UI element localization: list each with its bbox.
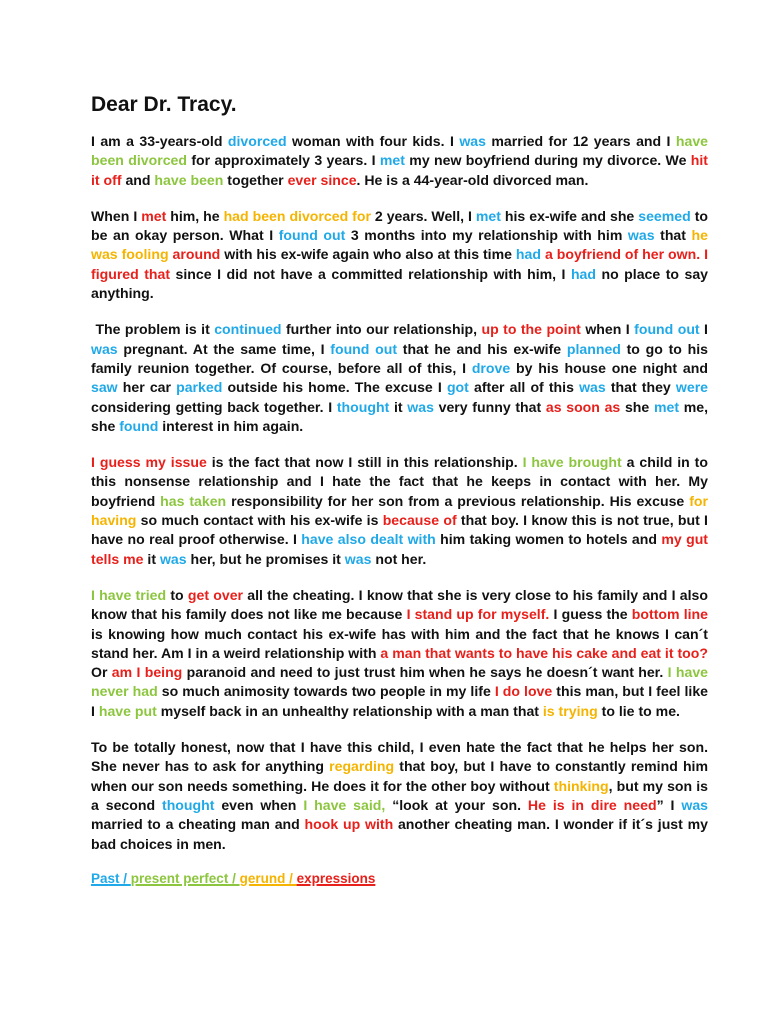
highlighted-phrase: thinking xyxy=(553,777,609,794)
text-segment: no place to say anything. xyxy=(91,265,712,302)
highlighted-phrase: I guess my issue xyxy=(91,454,207,471)
highlighted-phrase: I have never had xyxy=(91,664,712,700)
text-segment: my new boyfriend during my divorce. We xyxy=(404,152,691,169)
text-segment: is the fact that now I still in this relationship. xyxy=(206,454,523,471)
text-segment: that they xyxy=(605,379,676,396)
text-segment: it xyxy=(143,550,160,567)
letter-paragraph xyxy=(91,453,712,569)
text-segment: his ex-wife and she xyxy=(500,207,639,224)
legend-gerund: gerund / xyxy=(239,870,297,886)
text-segment: to go to his family reunion together. Of course, before all of this, I xyxy=(91,340,712,376)
highlighted-phrase: a boyfriend of her own. I figured that xyxy=(91,246,712,282)
letter-paragraph xyxy=(91,586,712,721)
text-segment: to lie to me. xyxy=(597,702,680,719)
text-segment: not her. xyxy=(371,550,427,567)
legend-expressions: expressions xyxy=(296,870,376,886)
letter-paragraph xyxy=(91,320,712,436)
text-segment: outside his home. The excuse I xyxy=(222,379,447,396)
highlighted-phrase: a man that wants to have his cake and eat it too? xyxy=(380,644,708,661)
text-segment: a child in to this nonsense relationship and I hate the fact that he keeps in contact with her. My boyfriend xyxy=(91,454,712,509)
text-segment: that boy, but I have to constantly remind him when our son needs something. He does it for the other boy without xyxy=(91,758,712,794)
text-segment: is knowing how much contact his ex-wife has with him and the fact that he knows I can´t stand her. Am I in a weird relationship with xyxy=(91,606,712,661)
highlighted-phrase: seemed xyxy=(638,207,691,224)
highlighted-phrase: was xyxy=(91,340,118,357)
highlighted-phrase: hook up with xyxy=(304,816,394,833)
text-segment: , but my son is a second xyxy=(91,777,712,813)
letter-paragraph xyxy=(91,738,712,854)
highlighted-phrase: met xyxy=(475,207,501,224)
highlighted-phrase: I have brought xyxy=(522,454,622,471)
text-segment: when I xyxy=(580,321,635,338)
letter-title: Dear Dr. Tracy. xyxy=(91,93,237,116)
text-segment: I guess the xyxy=(549,606,632,623)
highlighted-phrase: met xyxy=(653,398,680,415)
text-segment: “look at your son. xyxy=(385,796,528,813)
text-segment: I am a 33-years-old xyxy=(91,133,228,149)
highlighted-phrase: around xyxy=(172,246,221,263)
letter-paragraph xyxy=(91,207,712,303)
highlighted-phrase: was xyxy=(407,398,434,415)
text-segment: that boy. I know this is not true, but I have no real proof otherwise. I xyxy=(91,512,712,548)
text-segment: her car xyxy=(117,379,177,396)
letter-paragraph xyxy=(91,132,712,190)
highlighted-phrase: have put xyxy=(98,702,157,719)
highlighted-phrase: as soon as xyxy=(545,398,621,415)
highlighted-phrase: parked xyxy=(176,379,223,396)
text-segment: 2 years. Well, I xyxy=(370,207,476,224)
highlighted-phrase: saw xyxy=(91,379,118,396)
letter-body xyxy=(91,132,712,854)
text-segment: interest in him again. xyxy=(158,417,304,434)
text-segment: me, she xyxy=(91,398,712,434)
text-segment: since I did not have a committed relationship with him, I xyxy=(170,265,571,282)
highlighted-phrase: bottom line xyxy=(631,606,708,623)
highlighted-phrase: found out xyxy=(634,321,700,338)
text-segment: woman with four kids. I xyxy=(286,133,460,149)
text-segment: myself back in an unhealthy relationship with a man that xyxy=(156,702,543,719)
text-segment: together xyxy=(223,171,288,188)
highlighted-phrase: have been xyxy=(154,171,224,188)
text-segment: it xyxy=(389,398,408,415)
text-segment: she xyxy=(620,398,654,415)
text-segment: him taking women to hotels and xyxy=(435,531,662,548)
highlighted-phrase: was xyxy=(681,796,708,813)
text-segment: after all of this xyxy=(468,379,580,396)
highlighted-phrase: met xyxy=(379,152,405,169)
highlighted-phrase: had been divorced for xyxy=(223,207,371,224)
highlighted-phrase: planned xyxy=(566,340,621,357)
text-segment: with his ex-wife again who also at this time xyxy=(220,246,516,263)
text-segment: responsibility for her son from a previous relationship. His excuse xyxy=(226,492,690,509)
highlighted-phrase: have also dealt with xyxy=(301,531,436,548)
text-segment: all the cheating. I know that she is very close to his family and I also know that his family does not like me because xyxy=(91,586,712,623)
text-segment: married for 12 years and I xyxy=(485,133,676,149)
highlighted-phrase: I have tried xyxy=(91,586,167,603)
text-segment: so much animosity towards two people in my life xyxy=(157,683,495,700)
text-segment: considering getting back together. I xyxy=(91,379,712,415)
highlighted-phrase: am I being xyxy=(111,664,183,681)
highlighted-phrase: my gut tells me xyxy=(91,531,712,567)
text-segment: married to a cheating man and xyxy=(91,796,712,833)
highlighted-phrase: were xyxy=(675,379,709,396)
highlighted-phrase: found xyxy=(119,417,159,434)
text-segment: that xyxy=(654,227,692,244)
highlighted-phrase: for having xyxy=(91,492,712,529)
text-segment: her, but he promises it xyxy=(186,550,345,567)
text-segment: 3 months into my relationship with him xyxy=(345,227,628,244)
text-segment: and xyxy=(121,171,155,188)
highlighted-phrase: met xyxy=(141,207,167,224)
highlighted-phrase: He is in dire need xyxy=(527,796,657,813)
text-segment: that he and his ex-wife xyxy=(397,340,567,357)
text-segment: I xyxy=(699,321,712,338)
highlighted-phrase: up to the point xyxy=(481,321,581,338)
highlighted-phrase: divorced xyxy=(227,133,287,149)
highlighted-phrase: had xyxy=(570,265,597,282)
highlighted-phrase: I have said, xyxy=(303,796,386,813)
highlighted-phrase: get over xyxy=(187,586,244,603)
highlighted-phrase: because of xyxy=(382,512,457,529)
highlighted-phrase: found out xyxy=(278,227,346,244)
highlighted-phrase: has taken xyxy=(160,492,227,509)
text-segment: even when xyxy=(214,796,304,813)
highlighted-phrase: thought xyxy=(162,796,215,813)
color-legend xyxy=(91,871,708,886)
text-segment: Or xyxy=(91,644,712,681)
highlighted-phrase: was xyxy=(627,227,655,244)
highlighted-phrase: thought xyxy=(336,398,390,415)
text-segment: . He is a 44-year-old divorced man. xyxy=(356,171,589,188)
text-segment: To be totally honest, now that I have this child, I even hate the fact that he helps her son. She never has to ask for anything xyxy=(91,739,712,775)
text-segment: pregnant. At the same time, I xyxy=(117,340,331,357)
text-segment: to be an okay person. What I xyxy=(91,207,712,244)
text-segment: by his house one night and xyxy=(510,359,712,376)
text-segment: further into our relationship, xyxy=(281,321,482,338)
highlighted-phrase: drove xyxy=(471,359,511,376)
text-segment: paranoid and need to just trust him when he says he doesn´t want her. xyxy=(182,664,668,681)
text-segment: The problem is it xyxy=(91,321,215,338)
highlighted-phrase: was xyxy=(159,550,187,567)
text-segment: very funny that xyxy=(433,398,546,415)
highlighted-phrase: had xyxy=(515,246,541,263)
legend-past: Past / xyxy=(91,870,131,886)
legend-present-perfect: present perfect / xyxy=(130,870,240,886)
highlighted-phrase: I stand up for myself. xyxy=(406,606,550,623)
highlighted-phrase: found out xyxy=(330,340,398,357)
text-segment: to xyxy=(166,586,188,603)
text-segment: another cheating man. I wonder if it´s just my bad choices in men. xyxy=(91,816,712,852)
text-segment: for approximately 3 years. I xyxy=(186,152,380,169)
highlighted-phrase: got xyxy=(446,379,469,396)
highlighted-phrase: is trying xyxy=(542,702,598,719)
text-segment: ” I xyxy=(656,796,682,813)
highlighted-phrase: I do love xyxy=(494,683,553,700)
highlighted-phrase: hit it off xyxy=(91,152,712,188)
highlighted-phrase: ever since xyxy=(287,171,357,188)
highlighted-phrase: was xyxy=(459,133,486,149)
text-segment: so much contact with his ex-wife is xyxy=(136,512,383,529)
highlighted-phrase: continued xyxy=(214,321,282,338)
highlighted-phrase: he was fooling xyxy=(91,227,712,263)
highlighted-phrase: was xyxy=(579,379,606,396)
text-segment: When I xyxy=(91,207,142,224)
text-segment: him, he xyxy=(166,207,224,224)
text-segment: this man, but I feel like I xyxy=(91,683,712,719)
highlighted-phrase: regarding xyxy=(329,758,395,775)
highlighted-phrase: have been divorced xyxy=(91,133,712,169)
highlighted-phrase: was xyxy=(344,550,372,567)
